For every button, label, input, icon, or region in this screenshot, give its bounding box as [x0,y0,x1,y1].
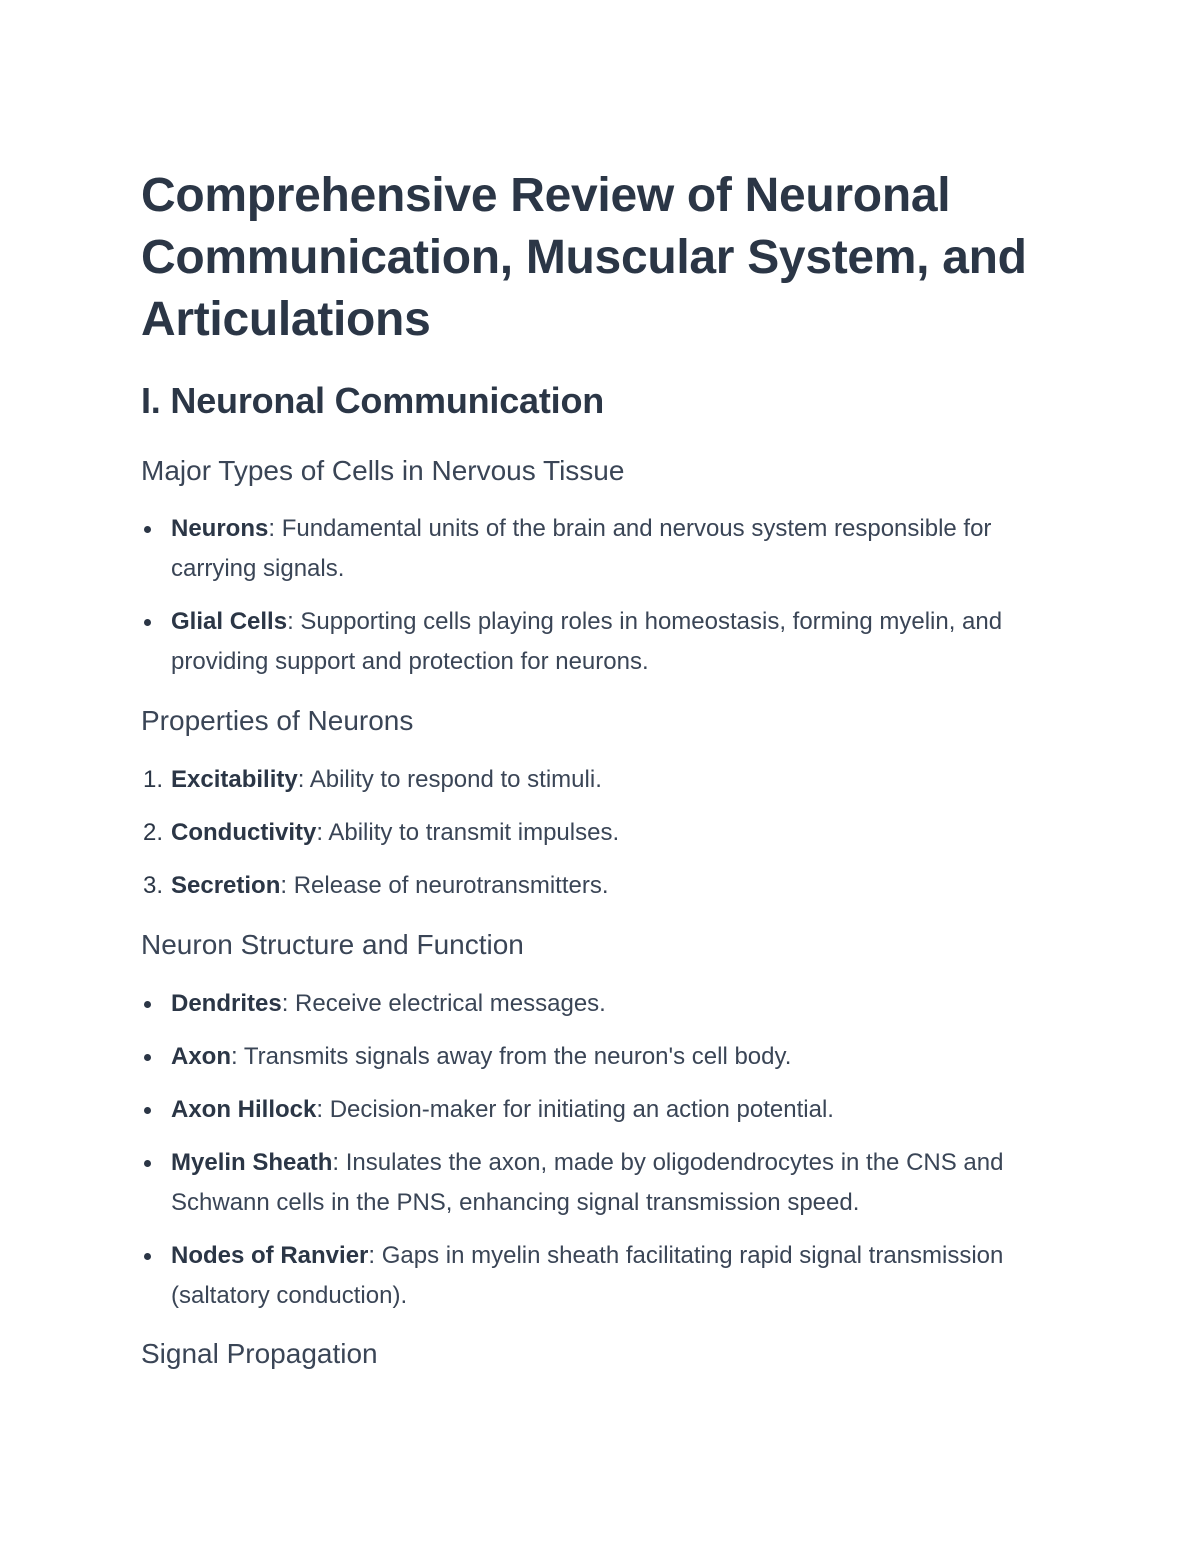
list-item-term: Secretion [171,872,281,899]
list-item-term: Excitability [171,766,298,793]
list-item-term: Nodes of Ranvier [171,1242,369,1269]
list-item-text: : Receive electrical messages. [281,990,606,1017]
cell-types-list [141,509,1071,682]
subsection-heading-properties: Properties of Neurons [141,705,414,736]
bullet-icon [144,619,151,626]
list-item-text: : Gaps in myelin sheath facilitating rapid signal transmission (saltatory conduction). [171,1242,1004,1309]
subsection-heading-signal-propagation: Signal Propagation [141,1338,378,1369]
list-item [141,1037,1071,1077]
list-item-text: : Supporting cells playing roles in homeostasis, forming myelin, and providing support and protection for neurons. [171,608,1003,675]
list-item [141,866,1071,906]
list-item [141,1236,1071,1316]
bullet-icon [144,1253,151,1260]
list-item [141,602,1071,682]
list-item-term: Myelin Sheath [171,1149,333,1176]
list-item-number: 3. [143,872,164,899]
list-item-text: : Ability to transmit impulses. [316,819,620,846]
list-item-text: : Ability to respond to stimuli. [297,766,602,793]
list-item-number: 1. [143,766,164,793]
list-item-text: : Insulates the axon, made by oligodendrocytes in the CNS and Schwann cells in the PNS, enhancing signal transmission speed. [171,1149,1004,1216]
list-item-term: Axon Hillock [171,1096,317,1123]
list-item [141,509,1071,589]
list-item-text: : Release of neurotransmitters. [280,872,609,899]
bullet-icon [144,526,151,533]
list-item-term: Dendrites [171,990,282,1017]
bullet-icon [144,1054,151,1061]
bullet-icon [144,1160,151,1167]
list-item-text: : Fundamental units of the brain and nervous system responsible for carrying signals. [171,515,992,582]
list-item-term: Conductivity [171,819,317,846]
properties-list [141,760,1071,906]
document-title: Comprehensive Review of Neuronal Communication, Muscular System, and Articulations [141,169,1027,346]
list-item-term: Glial Cells [171,608,288,635]
list-item-text: : Decision-maker for initiating an action potential. [316,1096,834,1123]
subsection-heading-structure: Neuron Structure and Function [141,929,524,960]
bullet-icon [144,1001,151,1008]
list-item [141,760,1071,800]
section-heading-neuronal-communication: I. Neuronal Communication [141,380,605,421]
list-item-text: : Transmits signals away from the neuron's cell body. [231,1043,792,1070]
list-item [141,813,1071,853]
list-item [141,984,1071,1024]
bullet-icon [144,1107,151,1114]
list-item-number: 2. [143,819,164,846]
structure-list [141,984,1071,1316]
list-item [141,1090,1071,1130]
list-item-term: Neurons [171,515,269,542]
subsection-heading-cell-types: Major Types of Cells in Nervous Tissue [141,455,625,486]
list-item [141,1143,1071,1223]
list-item-term: Axon [171,1043,231,1070]
